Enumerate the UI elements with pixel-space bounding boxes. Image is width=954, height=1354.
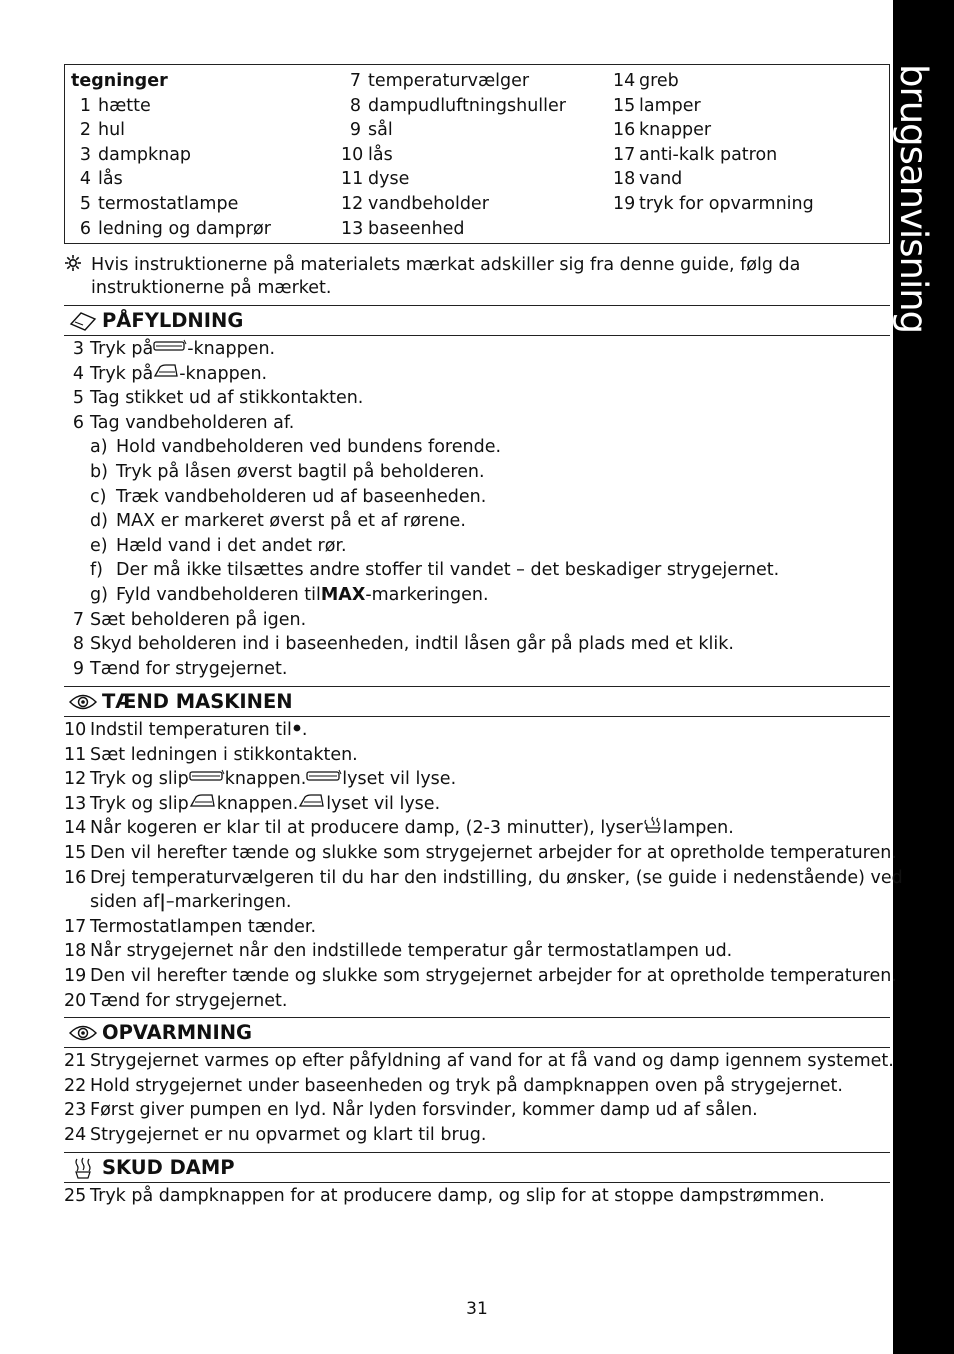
water-tank-icon — [64, 310, 102, 332]
sub-step-line — [64, 558, 890, 583]
step-text: Strygejernet varmes op efter påfyldning af vand for at få vand og damp igennem systemet. — [90, 1051, 894, 1071]
step-line — [64, 608, 890, 633]
part-number: 9 — [349, 120, 361, 141]
part-number: 5 — [79, 193, 91, 214]
step-text: Tryk på dampknappen for at producere damp, og slip for at stoppe dampstrømmen. — [90, 1186, 825, 1206]
iron-button-icon — [189, 792, 217, 817]
step-text: Tag stikket ud af stikkontakten. — [90, 388, 364, 409]
sub-step-line — [64, 583, 890, 608]
part-number: 18 — [613, 169, 636, 190]
step-text: Drej temperaturvælgeren til du har den indstilling, du ønsker, (se guide i nedenstående) ved — [90, 867, 903, 888]
step-line — [64, 792, 890, 817]
parts-column-1 — [71, 69, 271, 241]
step-number: 6 — [72, 412, 84, 433]
sub-step-line — [64, 460, 890, 485]
sidebar-tab — [893, 0, 954, 1354]
part-number: 16 — [613, 120, 636, 141]
step-line — [64, 632, 890, 657]
step-number: 13 — [64, 793, 87, 814]
step-text: knappen. — [224, 769, 307, 790]
step-text: Hold strygejernet under baseenheden og tryk på dampknappen oven på strygejernet. — [90, 1075, 843, 1096]
step-line — [64, 718, 890, 743]
step-text: Sæt ledningen i stikkontakten. — [90, 744, 358, 765]
part-label: knapper — [639, 120, 712, 141]
part-number: 8 — [349, 95, 361, 116]
step-text: -knappen. — [179, 363, 268, 384]
sub-step-letter: b) — [90, 461, 108, 482]
step-number: 10 — [64, 720, 87, 740]
part-number: 3 — [79, 144, 91, 165]
part-label: dampknap — [98, 144, 192, 165]
part-item — [341, 192, 566, 217]
step-number: 21 — [64, 1051, 87, 1071]
page-number: 31 — [466, 1299, 488, 1319]
section-header — [64, 686, 890, 717]
sub-step-text: Hold vandbeholderen ved bundens forende. — [116, 437, 502, 458]
sub-step-letter: f) — [90, 560, 103, 581]
sub-step-text: MAX er markeret øverst på et af rørene. — [116, 511, 466, 532]
part-item — [71, 118, 271, 143]
part-item — [613, 192, 814, 217]
sub-step-line — [64, 534, 890, 559]
parts-heading: tegninger — [71, 71, 168, 91]
part-number: 13 — [341, 218, 364, 239]
section-title: OPVARMNING — [102, 1021, 253, 1044]
parts-column-2 — [341, 69, 566, 241]
part-item — [613, 118, 814, 143]
step-text: . — [301, 720, 308, 740]
step-line — [64, 337, 890, 362]
part-item — [71, 167, 271, 192]
step-number: 11 — [64, 744, 87, 765]
part-label: ledning og damprør — [98, 218, 271, 239]
part-item — [341, 69, 566, 94]
part-number: 1 — [79, 95, 91, 116]
part-label: temperaturvælger — [368, 71, 530, 91]
step-line — [64, 866, 903, 891]
step-line — [64, 1098, 890, 1123]
part-item — [613, 167, 814, 192]
step-text: Sæt beholderen på igen. — [90, 609, 307, 630]
part-number: 2 — [79, 120, 91, 141]
step-text: Tænd for strygejernet. — [90, 658, 288, 679]
step-number: 15 — [64, 842, 87, 863]
step-text: Indstil temperaturen til — [90, 720, 292, 740]
step-line — [64, 841, 897, 866]
step-text: Tryk og slip — [90, 793, 189, 814]
section-heating — [64, 1017, 894, 1147]
iron-button-icon — [153, 362, 179, 387]
part-label: vandbeholder — [368, 193, 489, 214]
note-line-2: instruktionerne på mærket. — [91, 278, 332, 298]
step-bold: | — [159, 892, 166, 913]
step-text: siden af — [90, 892, 160, 913]
part-label: baseenhed — [368, 218, 465, 239]
step-number: 5 — [72, 388, 84, 409]
section-filling — [64, 305, 890, 681]
part-label: hætte — [98, 95, 151, 116]
part-label: hul — [98, 120, 126, 141]
step-number: 16 — [64, 867, 87, 888]
step-text: lampen. — [662, 818, 734, 839]
part-number: 15 — [613, 95, 636, 116]
sub-step-text: Træk vandbeholderen ud af baseenheden. — [116, 486, 487, 507]
sub-step-text: Hæld vand i det andet rør. — [116, 535, 347, 556]
part-number: 10 — [341, 144, 364, 165]
step-number: 19 — [64, 965, 87, 986]
eye-icon — [64, 693, 102, 711]
part-number: 7 — [349, 71, 361, 91]
part-label: sål — [368, 120, 393, 141]
step-number: 20 — [64, 990, 87, 1011]
part-item — [341, 217, 566, 242]
step-number: 7 — [72, 609, 84, 630]
step-text: -knappen. — [187, 339, 276, 359]
step-line — [64, 743, 890, 768]
sub-step-text: Tryk på låsen øverst bagtil på beholderen. — [116, 461, 485, 482]
part-label: lamper — [639, 95, 701, 116]
step-text: Den vil herefter tænde og slukke som strygejernet arbejder for at opretholde temperaturen. — [90, 965, 897, 986]
part-number: 19 — [613, 193, 636, 214]
part-item — [613, 69, 814, 94]
step-line — [64, 1049, 894, 1074]
step-number: 17 — [64, 916, 87, 937]
section-header — [64, 305, 890, 336]
sub-step-letter: c) — [90, 486, 107, 507]
part-label: lås — [368, 144, 393, 165]
step-text: lyset vil lyse. — [326, 793, 441, 814]
step-line — [64, 362, 890, 387]
step-line — [64, 989, 890, 1014]
step-text: Tænd for strygejernet. — [90, 990, 288, 1011]
step-number: 12 — [64, 769, 87, 790]
section-title: PÅFYLDNING — [102, 309, 244, 332]
part-item — [71, 217, 271, 242]
dot-setting-icon — [292, 718, 302, 743]
part-item — [341, 94, 566, 119]
step-number: 24 — [64, 1124, 87, 1145]
step-line — [64, 915, 890, 940]
boiler-button-icon — [153, 337, 187, 362]
step-line — [64, 386, 890, 411]
part-label: tryk for opvarmning — [639, 193, 814, 214]
part-label: dyse — [368, 169, 410, 190]
boiler-button-icon — [189, 767, 225, 792]
step-number: 22 — [64, 1075, 87, 1096]
step-line — [64, 411, 890, 436]
part-item — [71, 192, 271, 217]
sub-step-bold: MAX — [320, 584, 366, 605]
step-text: Tryk og slip — [90, 769, 189, 790]
part-item — [341, 118, 566, 143]
step-number: 14 — [64, 818, 87, 839]
note-line-1: Hvis instruktionerne på materialets mærkat adskiller sig fra denne guide, følg da — [91, 255, 801, 275]
part-item — [71, 143, 271, 168]
sub-step-line — [64, 509, 890, 534]
steam-shot-icon — [64, 1156, 102, 1180]
step-number: 4 — [72, 363, 84, 384]
part-label: termostatlampe — [98, 193, 239, 214]
section-turn-on — [64, 686, 903, 1013]
step-text: Først giver pumpen en lyd. Når lyden forsvinder, kommer damp ud af sålen. — [90, 1100, 758, 1121]
sub-step-line — [64, 485, 890, 510]
step-text: Den vil herefter tænde og slukke som strygejernet arbejder for at opretholde temperaturen. — [90, 842, 897, 863]
sub-step-text: Der må ikke tilsættes andre stoffer til vandet – det beskadiger strygejernet. — [116, 560, 780, 581]
step-text: –markeringen. — [165, 892, 292, 913]
step-line — [64, 939, 890, 964]
sun-star-icon — [64, 254, 82, 279]
step-text: lyset vil lyse. — [342, 769, 457, 790]
part-item — [341, 143, 566, 168]
iron-light-icon — [298, 792, 326, 817]
parts-list-box — [64, 64, 890, 244]
part-item — [613, 94, 814, 119]
section-title: SKUD DAMP — [102, 1156, 235, 1179]
step-number: 23 — [64, 1100, 87, 1121]
section-title: TÆND MASKINEN — [102, 690, 293, 713]
step-number: 9 — [72, 658, 84, 679]
sub-step-text: Fyld vandbeholderen til — [116, 584, 321, 605]
sub-step-text: -markeringen. — [365, 584, 489, 605]
part-number: 12 — [341, 193, 364, 214]
part-item — [613, 143, 814, 168]
step-text: knappen. — [216, 793, 299, 814]
part-number: 11 — [341, 169, 364, 190]
part-item — [71, 94, 271, 119]
sub-step-letter: a) — [90, 437, 108, 458]
part-number: 14 — [613, 71, 636, 91]
part-number: 6 — [79, 218, 91, 239]
step-text: Tryk på — [90, 339, 154, 359]
step-line — [64, 1074, 890, 1099]
sub-step-letter: e) — [90, 535, 108, 556]
steam-ready-icon — [643, 816, 663, 841]
sidebar-title: brugsanvisning — [892, 64, 935, 334]
part-item — [341, 167, 566, 192]
section-header — [64, 1017, 890, 1048]
step-line — [64, 1123, 890, 1148]
part-label: greb — [639, 71, 679, 91]
section-steam-shot — [64, 1152, 890, 1209]
step-text: Skyd beholderen ind i baseenheden, indtil låsen går på plads med et klik. — [90, 634, 734, 655]
step-number: 8 — [72, 634, 84, 655]
part-label: dampudluftningshuller — [368, 95, 566, 116]
eye-icon — [64, 1024, 102, 1042]
step-number: 3 — [72, 339, 84, 359]
parts-column-3 — [613, 69, 814, 217]
part-label: vand — [639, 169, 683, 190]
step-text: Tag vandbeholderen af. — [90, 412, 295, 433]
step-number: 18 — [64, 941, 87, 962]
sub-step-line — [64, 435, 890, 460]
part-label: anti-kalk patron — [639, 144, 778, 165]
step-text: Når strygejernet når den indstillede temperatur går termostatlampen ud. — [90, 941, 733, 962]
step-text: Tryk på — [90, 363, 154, 384]
step-line — [64, 964, 897, 989]
part-number: 4 — [79, 169, 91, 190]
part-label: lås — [98, 169, 123, 190]
step-text: Når kogeren er klar til at producere damp, (2-3 minutter), lyser — [90, 818, 643, 839]
step-line-continuation — [64, 890, 890, 915]
part-number: 17 — [613, 144, 636, 165]
step-text: Termostatlampen tænder. — [90, 916, 317, 937]
step-line — [64, 816, 890, 841]
step-number: 25 — [64, 1186, 87, 1206]
sub-step-letter: d) — [90, 511, 108, 532]
boiler-light-icon — [306, 767, 342, 792]
step-text: Strygejernet er nu opvarmet og klart til brug. — [90, 1124, 487, 1145]
instruction-note — [64, 254, 890, 300]
step-line — [64, 657, 890, 682]
section-header — [64, 1152, 890, 1183]
step-line — [64, 767, 890, 792]
sub-step-letter: g) — [90, 584, 108, 605]
step-line — [64, 1184, 890, 1209]
